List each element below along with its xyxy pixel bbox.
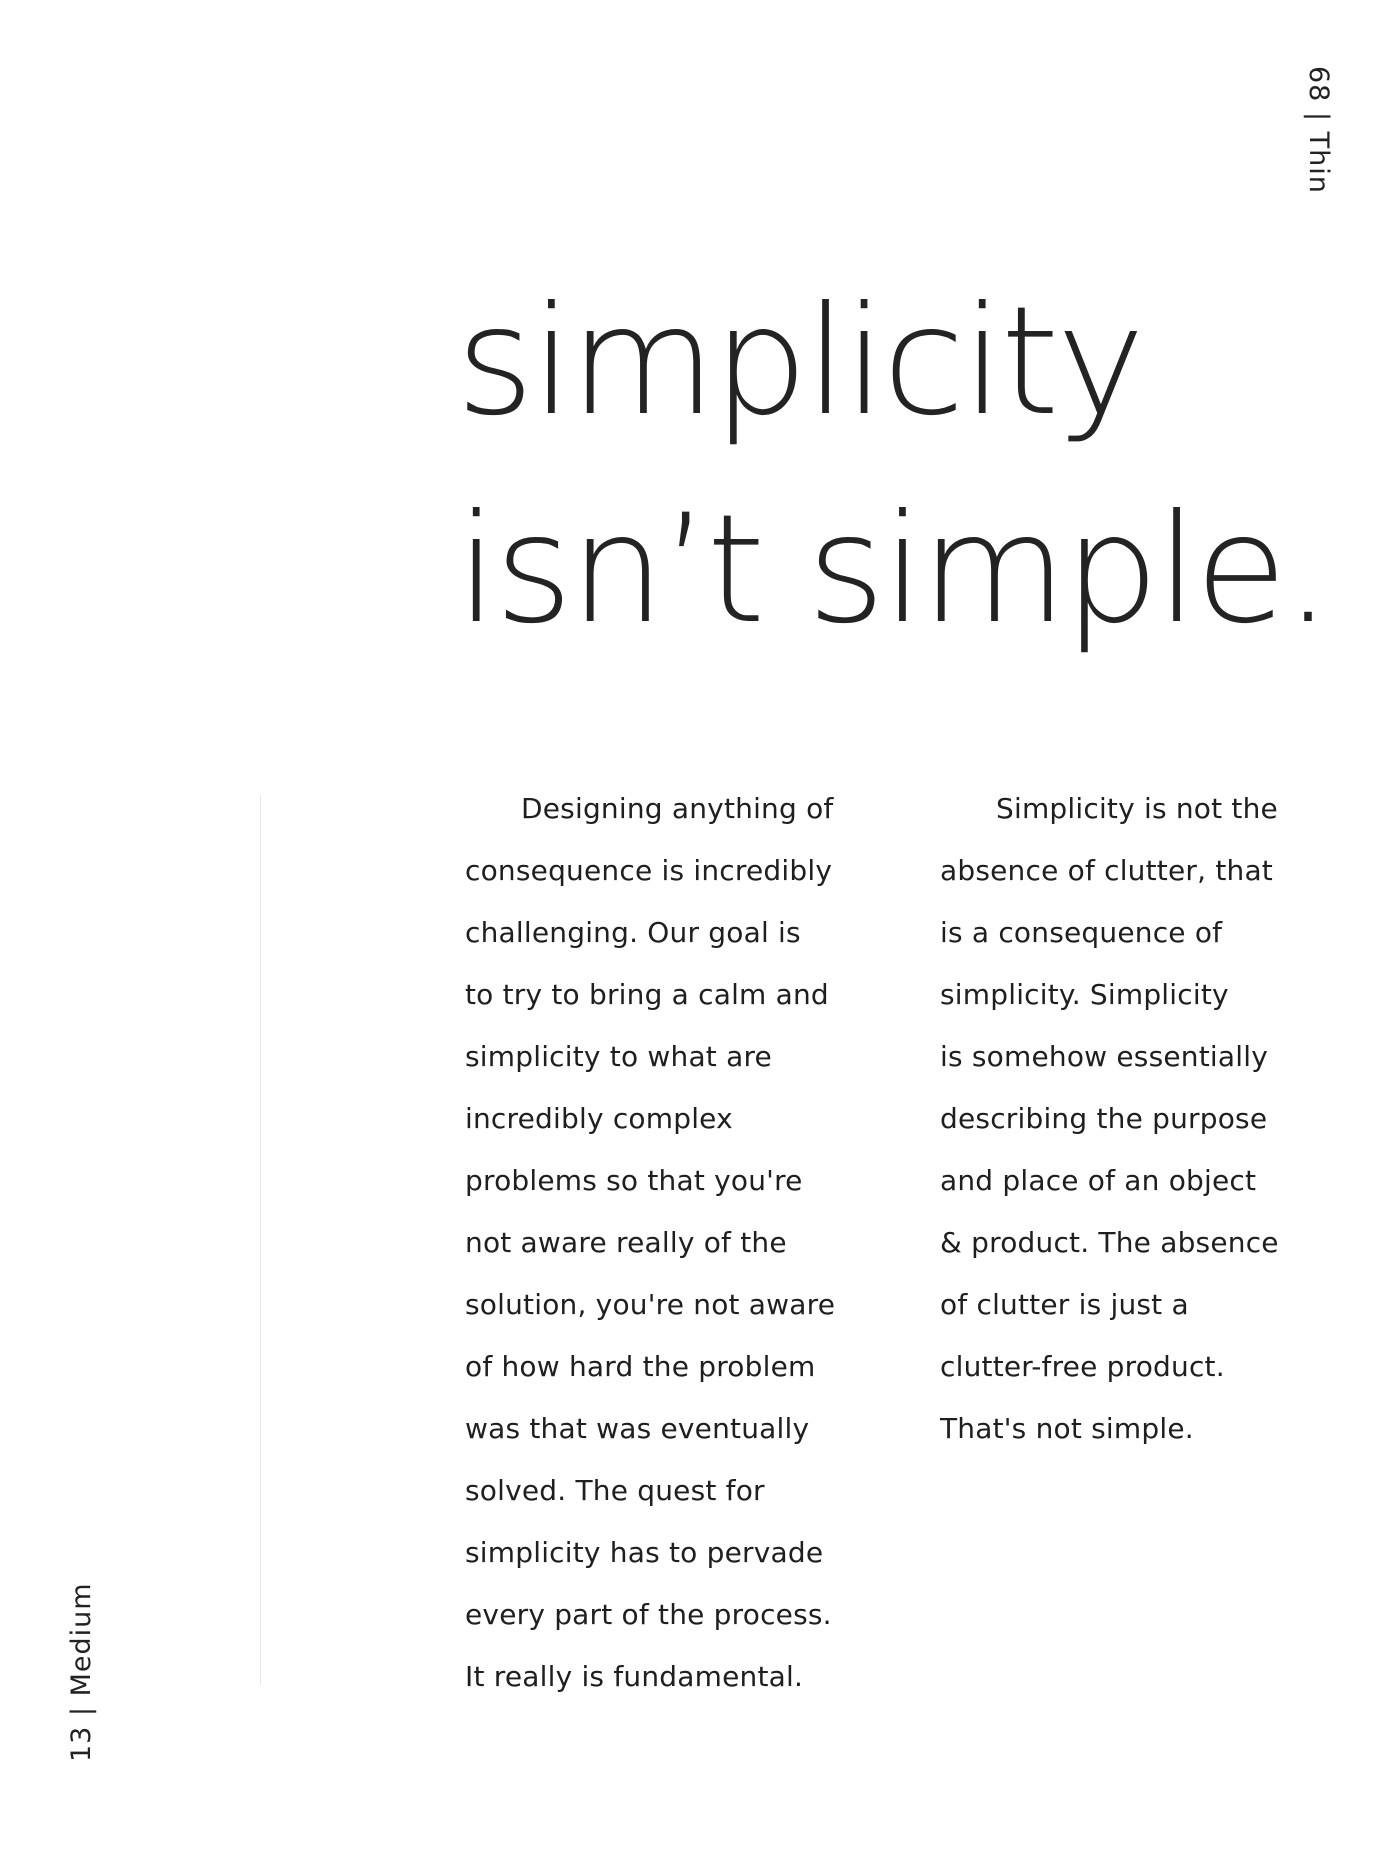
paragraph-line: and place of an object [940,1164,1257,1197]
page-heading [456,258,1329,674]
paragraph-line: Simplicity is not the [996,792,1278,825]
paragraph-line: describing the purpose [940,1102,1268,1135]
paragraph-line: simplicity to what are [465,1040,772,1073]
paragraph-line: is a consequence of [940,916,1223,949]
paragraph-line: solved. The quest for [465,1474,765,1507]
paragraph-line: clutter-free product. [940,1350,1225,1383]
heading-line-2: isn’t simple. [456,483,1329,657]
paragraph-line: is somehow essentially [940,1040,1268,1073]
weight-label-thin: 68 | Thin [1303,66,1334,194]
paragraph-line: every part of the process. [465,1598,832,1631]
paragraph-line: simplicity. Simplicity [940,978,1229,1011]
paragraph-line: of how hard the problem [465,1350,816,1383]
body-column-left [465,778,895,1708]
paragraph-line: was that was eventually [465,1412,810,1445]
paragraph-line: & product. The absence [940,1226,1279,1259]
paragraph-line: not aware really of the [465,1226,787,1259]
paragraph-line: It really is fundamental. [465,1660,804,1693]
paragraph-line: consequence is incredibly [465,854,833,887]
paragraph-line: incredibly complex [465,1102,733,1135]
paragraph-line: problems so that you're [465,1164,803,1197]
paragraph-line: That's not simple. [940,1412,1194,1445]
paragraph-line: of clutter is just a [940,1288,1189,1321]
paragraph-line: Designing anything of [521,792,834,825]
weight-label-medium: 13 | Medium [66,1582,97,1762]
heading-line-1: simplicity [456,275,1143,449]
paragraph-line: to try to bring a calm and [465,978,829,1011]
body-column-right [940,778,1340,1460]
paragraph-line: simplicity has to pervade [465,1536,824,1569]
paragraph-line: solution, you're not aware [465,1288,836,1321]
paragraph-line: challenging. Our goal is [465,916,801,949]
vertical-divider [260,795,261,1685]
paragraph-line: absence of clutter, that [940,854,1273,887]
